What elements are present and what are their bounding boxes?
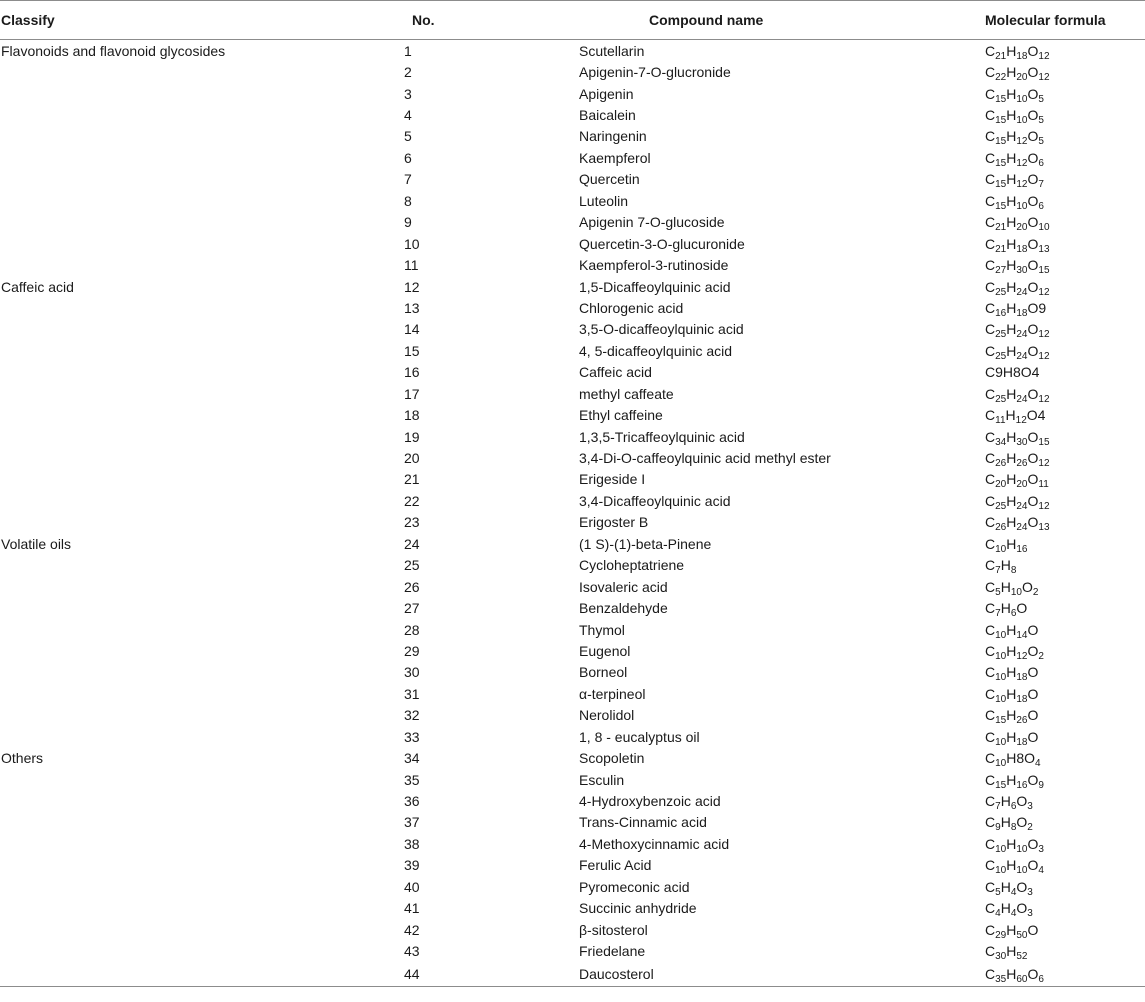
cell-molecular-formula: $C_{10}H_{18}O$ [985,685,1039,705]
table-row [0,169,1145,190]
cell-no: 15 [404,342,420,359]
cell-compound-name: Pyromeconic acid [579,878,690,895]
cell-compound-name: Scutellarin [579,42,645,59]
cell-classify [0,190,380,211]
cell-classify [0,919,380,940]
cell-classify [0,662,380,683]
header-classify: Classify [0,1,380,40]
table-row [0,83,1145,104]
cell-molecular-formula: $C_{15}H_{26}O$ [985,707,1039,727]
cell-no: 21 [404,471,420,488]
cell-no: 44 [380,962,565,987]
cell-compound-name: Scopoletin [579,750,645,767]
table-row [0,490,1145,511]
cell-classify [0,426,380,447]
table-row [0,190,1145,211]
cell-molecular-formula: $C_7H_8$ [985,557,1017,577]
cell-molecular-formula: $C_{29}H_{50}O$ [985,921,1039,941]
cell-classify [0,619,380,640]
table-row [0,769,1145,790]
cell-classify [0,340,380,361]
cell-molecular-formula: $C_{30}H_{52}$ [985,943,1028,963]
table-row [0,705,1145,726]
cell-classify [0,169,380,190]
cell-classify [0,876,380,897]
cell-compound-name: methyl caffeate [579,385,674,402]
cell-no: 40 [404,878,420,895]
cell-no: 29 [404,642,420,659]
cell-classify: Others [1,750,44,767]
table-row [0,898,1145,919]
cell-molecular-formula: $C_{34}H_{30}O_{15}$ [985,428,1050,448]
cell-molecular-formula: $C_{26}H_{26}O_{12}$ [985,450,1050,470]
table-row [0,576,1145,597]
cell-compound-name: Luteolin [579,192,629,209]
cell-no: 12 [404,278,420,295]
table-row [0,962,1145,987]
table-row [0,147,1145,168]
cell-classify [0,769,380,790]
cell-molecular-formula: $C_{10}H_{16}$ [985,535,1028,555]
cell-compound-name: (1 S)-(1)-beta-Pinene [579,535,712,552]
cell-no: 28 [404,621,420,638]
cell-molecular-formula: $C_{21}H_{18}O_{12}$ [985,42,1050,62]
table-row [0,212,1145,233]
cell-compound-name: Apigenin 7-O-glucoside [579,214,725,231]
cell-molecular-formula: $C_{10}H_{10}O_3$ [985,835,1044,855]
table-row [0,940,1145,961]
cell-molecular-formula: $C_{25}H_{24}O_{12}$ [985,385,1050,405]
cell-no: 17 [404,385,420,402]
cell-classify [0,319,380,340]
table-row [0,790,1145,811]
cell-compound-name: Chlorogenic acid [579,299,684,316]
table-row [0,640,1145,661]
cell-compound-name: 1,3,5-Tricaffeoylquinic acid [579,428,745,445]
table-row [0,597,1145,618]
cell-compound-name: Borneol [579,664,628,681]
cell-molecular-formula: $C_7H_6O_3$ [985,793,1033,813]
table-row [0,426,1145,447]
cell-classify: Flavonoids and flavonoid glycosides [1,42,226,59]
cell-molecular-formula: $C_{15}H_{12}O_7$ [985,171,1044,191]
cell-no: 4 [404,107,412,124]
cell-molecular-formula: $C_{10}H_{18}O$ [985,664,1039,684]
cell-compound-name: β-sitosterol [579,921,648,938]
cell-compound-name: Ferulic Acid [579,857,652,874]
cell-molecular-formula: C9H8O4 [985,364,1040,381]
cell-molecular-formula: $C_{11}H_{12}O4$ [985,407,1046,427]
cell-no: 18 [404,407,420,424]
table-row [0,61,1145,82]
cell-compound-name: Kaempferol [579,149,651,166]
cell-compound-name: Succinic anhydride [579,900,697,917]
cell-no: 33 [404,728,420,745]
table-row [0,233,1145,254]
cell-no: 27 [404,600,420,617]
table-row [0,512,1145,533]
cell-compound-name: 3,4-Di-O-caffeoylquinic acid methyl ester [579,450,831,467]
cell-molecular-formula: $C_{15}H_{10}O_5$ [985,85,1044,105]
cell-classify [0,83,380,104]
cell-classify [0,705,380,726]
cell-classify [0,447,380,468]
cell-compound-name: Daucosterol [565,962,985,987]
table-row [0,276,1145,297]
cell-classify: Caffeic acid [1,278,74,295]
table-row [0,747,1145,768]
cell-classify [0,404,380,425]
cell-compound-name: Erigoster B [579,514,649,531]
cell-molecular-formula: $C_{25}H_{24}O_{12}$ [985,492,1050,512]
cell-molecular-formula: $C_{26}H_{24}O_{13}$ [985,514,1050,534]
cell-classify [0,790,380,811]
table-row [0,362,1145,383]
cell-molecular-formula: $C_{15}H_{10}O_6$ [985,192,1044,212]
cell-no: 41 [404,900,420,917]
cell-molecular-formula: $C_{10}H8O_4$ [985,750,1041,770]
table-row [0,726,1145,747]
cell-compound-name: Cycloheptatriene [579,557,685,574]
cell-no: 3 [404,85,412,102]
cell-compound-name: Thymol [579,621,625,638]
cell-classify [0,126,380,147]
cell-molecular-formula: $C_{10}H_{18}O$ [985,728,1039,748]
cell-no: 37 [404,814,420,831]
cell-molecular-formula: $C_{10}H_{10}O_4$ [985,857,1044,877]
cell-classify [0,254,380,275]
table-row [0,619,1145,640]
cell-compound-name: Benzaldehyde [579,600,668,617]
cell-compound-name: 1, 8 - eucalyptus oil [579,728,700,745]
cell-no: 26 [404,578,420,595]
table-row [0,404,1145,425]
cell-compound-name: 4-Methoxycinnamic acid [579,835,730,852]
cell-molecular-formula: $C_{20}H_{20}O_{11}$ [985,471,1049,491]
cell-classify [0,940,380,961]
table-row [0,319,1145,340]
header-molecular-formula: Molecular formula [985,1,1145,40]
cell-classify [0,297,380,318]
cell-molecular-formula: $C_5H_4O_3$ [985,878,1033,898]
cell-no: 2 [404,64,412,81]
cell-classify [0,555,380,576]
cell-molecular-formula: $C_{25}H_{24}O_{12}$ [985,342,1050,362]
cell-no: 38 [404,835,420,852]
cell-no: 30 [404,664,420,681]
cell-classify [0,362,380,383]
cell-no: 32 [404,707,420,724]
cell-molecular-formula: $C_{16}H_{18}O9$ [985,299,1047,319]
table-row [0,104,1145,125]
cell-compound-name: Apigenin [579,85,634,102]
cell-molecular-formula: $C_{22}H_{20}O_{12}$ [985,64,1050,84]
cell-molecular-formula: $C_{15}H_{12}O_5$ [985,128,1044,148]
cell-molecular-formula: $C_{15}H_{16}O_9$ [985,771,1044,791]
table-row [0,855,1145,876]
table-row [0,297,1145,318]
cell-classify: Volatile oils [1,535,72,552]
cell-compound-name: Quercetin [579,171,640,188]
table-row [0,876,1145,897]
cell-no: 7 [404,171,412,188]
cell-compound-name: Erigeside I [579,471,646,488]
cell-classify [0,104,380,125]
cell-compound-name: Apigenin-7-O-glucronide [579,64,731,81]
cell-no: 1 [404,42,412,59]
table-row [0,919,1145,940]
cell-compound-name: Baicalein [579,107,636,124]
cell-classify [0,490,380,511]
cell-molecular-formula: $C_7H_6O$ [985,600,1028,620]
cell-compound-name: Nerolidol [579,707,635,724]
cell-molecular-formula: $C_{15}H_{10}O_5$ [985,107,1044,127]
cell-no: 6 [404,149,412,166]
cell-molecular-formula: $C_{27}H_{30}O_{15}$ [985,257,1050,277]
cell-no: 25 [404,557,420,574]
cell-no: 42 [404,921,420,938]
cell-classify [0,61,380,82]
cell-molecular-formula: $C_9H_8O_2$ [985,814,1033,834]
cell-compound-name: Ethyl caffeine [579,407,663,424]
cell-molecular-formula: $C_{35}H_{60}O_6$ [985,962,1145,987]
table-row [0,126,1145,147]
cell-no: 14 [404,321,420,338]
cell-compound-name: Esculin [579,771,625,788]
table-row [0,555,1145,576]
cell-no: 16 [404,364,420,381]
cell-no: 11 [404,257,419,274]
table-body [0,40,1145,987]
cell-compound-name: 3,5-O-dicaffeoylquinic acid [579,321,744,338]
cell-classify [0,512,380,533]
cell-molecular-formula: $C_4H_4O_3$ [985,900,1033,920]
table-row [0,533,1145,554]
cell-classify [0,726,380,747]
cell-compound-name: Friedelane [579,943,646,960]
cell-molecular-formula: $C_{15}H_{12}O_6$ [985,149,1044,169]
cell-classify [0,212,380,233]
table-row [0,383,1145,404]
cell-no: 22 [404,492,420,509]
cell-no: 13 [404,299,420,316]
cell-molecular-formula: $C_{10}H_{14}O$ [985,621,1039,641]
cell-molecular-formula: $C_{21}H_{20}O_{10}$ [985,214,1050,234]
cell-compound-name: 3,4-Dicaffeoylquinic acid [579,492,731,509]
cell-classify [0,597,380,618]
cell-no: 20 [404,450,420,467]
cell-compound-name: Caffeic acid [579,364,652,381]
cell-no: 5 [404,128,412,145]
cell-molecular-formula: $C_{21}H_{18}O_{13}$ [985,235,1050,255]
cell-classify [0,233,380,254]
cell-classify [0,855,380,876]
table-row [0,812,1145,833]
cell-classify [0,383,380,404]
cell-no: 35 [404,771,420,788]
cell-classify [0,962,380,987]
cell-no: 19 [404,428,420,445]
cell-classify [0,833,380,854]
cell-compound-name: 4-Hydroxybenzoic acid [579,793,721,810]
cell-compound-name: Naringenin [579,128,647,145]
cell-compound-name: Trans-Cinnamic acid [579,814,707,831]
cell-classify [0,683,380,704]
cell-no: 10 [404,235,420,252]
cell-compound-name: Quercetin-3-O-glucuronide [579,235,745,252]
table-row [0,254,1145,275]
cell-no: 36 [404,793,420,810]
header-compound-name: Compound name [565,1,985,40]
cell-classify [0,812,380,833]
cell-classify [0,898,380,919]
cell-no: 8 [404,192,412,209]
cell-classify [0,576,380,597]
cell-no: 31 [404,685,420,702]
table-row [0,662,1145,683]
table-row [0,469,1145,490]
table-row [0,447,1145,468]
cell-compound-name: α-terpineol [579,685,646,702]
header-no: No. [380,1,565,40]
cell-compound-name: 1,5-Dicaffeoylquinic acid [579,278,731,295]
cell-molecular-formula: $C_{10}H_{12}O_2$ [985,642,1044,662]
cell-classify [0,640,380,661]
cell-no: 9 [404,214,412,231]
cell-compound-name: 4, 5-dicaffeoylquinic acid [579,342,733,359]
cell-no: 39 [404,857,420,874]
cell-classify [0,469,380,490]
cell-molecular-formula: $C_{25}H_{24}O_{12}$ [985,278,1050,298]
table-header-row [0,1,1145,40]
cell-molecular-formula: $C_5H_{10}O_2$ [985,578,1039,598]
table-row [0,340,1145,361]
cell-compound-name: Eugenol [579,642,631,659]
cell-no: 24 [404,535,420,552]
cell-compound-name: Isovaleric acid [579,578,668,595]
table-row [0,683,1145,704]
table-row [0,833,1145,854]
cell-classify [0,147,380,168]
cell-compound-name: Kaempferol-3-rutinoside [579,257,729,274]
cell-molecular-formula: $C_{25}H_{24}O_{12}$ [985,321,1050,341]
cell-no: 43 [404,943,420,960]
cell-no: 34 [404,750,420,767]
cell-no: 23 [404,514,420,531]
table-row [0,40,1145,62]
